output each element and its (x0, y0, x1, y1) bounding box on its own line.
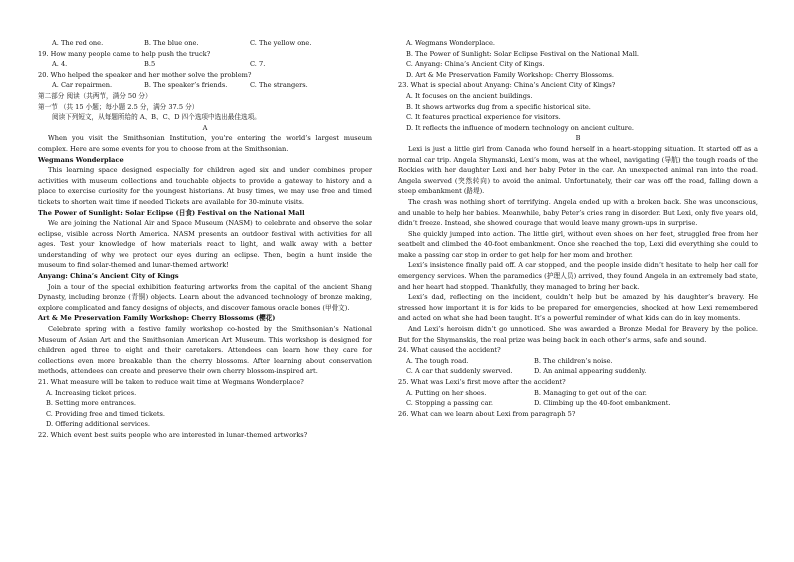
anyang-title: Anyang: China’s Ancient City of Kings (38, 272, 179, 281)
wegmans-text: This learning space designed especially for children aged six and under combines proper activities with museum collections and touchable objects to provide a gateway to history and a place to exercise curiosity for the youngest historians. At busy times, we may use free and timed tickets to shorten wait time if needed Tickets are available for 30-minute visits. (38, 166, 372, 206)
q24-options-row-2 (398, 366, 758, 377)
sunlight-text: We are joining the National Air and Space Museum (NASM) to celebrate and observe the solar eclipse, visible across North America. NASM presents an outdoor festival with activities for all ages. Test your knowledge of how materials react to light, and walk away with a better understanding of why we protect our eyes during an eclipse. Then, begin a hunt inside the museum to find solar-themed and lunar-themed artwork! (38, 219, 372, 270)
q20-option-a: A. Car repairmen. (52, 81, 113, 90)
q19-option-c: C. 7. (250, 60, 266, 69)
q25-options-row-1 (398, 388, 758, 399)
art-text: Celebrate spring with a festive family workshop co-hosted by the Smithsonian’s National Museum of Asian Art and the Smithsonian American Art Museum. This workshop is designed for children aged three to eight and their caretakers. Attendees can learn how they care for collections even more breakable than the cherry blossoms. After learning about conservation methods, attendees can create and preserve their own cherry blossom-inspired art. (38, 325, 372, 376)
q23-option-c: C. It features practical experience for visitors. (406, 113, 561, 122)
q19-option-b: B.5 (144, 60, 156, 69)
q22-option-c: C. Anyang: China’s Ancient City of Kings. (406, 60, 545, 69)
q20-options (38, 80, 372, 91)
left-column (38, 38, 372, 441)
right-column (398, 38, 758, 419)
q21-option-d: D. Offering additional services. (46, 420, 150, 429)
art-title: Art & Me Preservation Family Workshop: Cherry Blossoms (樱花) (38, 314, 276, 323)
q18-option-c: C. The yellow one. (250, 39, 312, 47)
q21-option-a: A. Increasing ticket prices. (46, 388, 137, 397)
q25-option-c: C. Stopping a passing car. (406, 399, 494, 408)
q23-option-d: D. It reflects the influence of modern technology on ancient culture. (406, 123, 634, 132)
q24-option-d: D. An animal appearing suddenly. (534, 367, 647, 376)
q21-option-c: C. Providing free and timed tickets. (46, 409, 165, 418)
wegmans-title: Wegmans Wonderplace (38, 155, 124, 164)
q19-options (38, 59, 372, 70)
q25-option-d: D. Climbing up the 40-foot embankment. (534, 399, 671, 408)
q25-option-b: B. Managing to get out of the car. (534, 388, 647, 397)
passage-b-paragraph-6: And Lexi’s heroism didn’t go unnoticed. She was awarded a Bronze Medal for Bravery by the police. But for the Shymanskis, the real prize was being back in each other’s arms, safe and sound. (398, 325, 758, 344)
q18-option-a: A. The red one. (52, 39, 104, 47)
q24-text: 24. What caused the accident? (398, 346, 501, 355)
q26-text: 26. What can we learn about Lexi from paragraph 5? (398, 409, 576, 418)
passage-a-intro: When you visit the Smithsonian Institution, you’re entering the world’s largest museum complex. Here are some events for you to choose from at the Smithsonian. (38, 134, 372, 153)
q25-text: 25. What was Lexi’s first move after the accident? (398, 378, 566, 386)
q24-option-b: B. The children’s noise. (534, 356, 613, 365)
q24-option-c: C. A car that suddenly swerved. (406, 367, 513, 376)
q21-text: 21. What measure will be taken to reduce wait time at Wegmans Wonderplace? (38, 378, 304, 386)
q24-option-a: A. The tough road. (406, 356, 469, 365)
q22-option-a: A. Wegmans Wonderplace. (406, 39, 495, 47)
passage-b-paragraph-2: The crash was nothing short of terrifying. Angela ended up with a broken back. She was unconscious, and unable to help her babies. Meanwhile, baby Peter’s cries rang in disorder. But Lexi, only five years old, didn’t freeze. Instead, she showed courage that would leave many grown-ups in surprise. (398, 197, 758, 228)
anyang-text: Join a tour of the special exhibition featuring artworks from the capital of the ancient Shang Dynasty, including bronze (青铜) objects. Learn about the advanced technology of bronze making, explore complicated and fancy designs of objects, and discover famous oracle bones (甲骨文). (38, 282, 372, 312)
passage-b-paragraph-4: Lexi’s insistence finally paid off. A car stopped, and the people inside didn’t hesitate to help her call for emergency services. When the paramedics (护理人员) arrived, they found Angela in an extremely bad state, and her heart had stopped. Thankfully, they managed to bring her back. (398, 261, 758, 291)
q23-option-b: B. It shows artworks dug from a specific historical site. (406, 102, 591, 111)
q23-option-a: A. It focuses on the ancient buildings. (406, 91, 533, 100)
section1-title: 第一节 （共 15 小题；每小题 2.5 分，满分 37.5 分） (38, 102, 199, 111)
q19-option-a: A. 4. (52, 60, 68, 69)
q20-option-c: C. The strangers. (250, 81, 308, 90)
passage-b-paragraph-1: Lexi is just a little girl from Canada who found herself in a heart-stopping situation. It started off as a normal car trip. Angela Shymanski, Lexi’s mom, was at the wheel, navigating (导航) the tough roads of the Rockies with her daughter Lexi and her baby Peter in the car. An unexpected animal ran into the road. Angela swerved (突然转向) to avoid the animal. Unfortunately, their car was off the road, falling down a steep embankment (路堤). (398, 144, 758, 196)
q21-option-b: B. Setting more entrances. (46, 399, 137, 408)
passage-b-paragraph-3: She quickly jumped into action. The little girl, without even shoes on her feet, struggled free from her seatbelt and climbed the 40-foot embankment. Once she reached the top, Lexi did everything she could to make a passing car stop in order to get help for her mom and brother. (398, 229, 758, 259)
q23-text: 23. What is special about Anyang: China’s Ancient City of Kings? (398, 81, 616, 90)
q20-option-b: B. The speaker’s friends. (144, 81, 228, 90)
section1-instructions: 阅读下列短文，从每题所给的 A、B、C、D 四个选项中选出最佳选项。 (52, 113, 261, 122)
q18-options (38, 38, 372, 49)
q20-text: 20. Who helped the speaker and her mother solve the problem? (38, 70, 252, 79)
sunlight-title: The Power of Sunlight: Solar Eclipse (日食) Festival on the National Mall (38, 208, 305, 217)
q22-option-b: B. The Power of Sunlight: Solar Eclipse Festival on the National Mall. (406, 49, 640, 58)
passage-b-paragraph-5: Lexi’s dad, reflecting on the incident, couldn’t help but be amazed by his daughter’s bravery. He stressed how important it is for kids to be prepared for emergencies, shocked at how Lexi remembered and acted on what she had been taught. It’s a powerful reminder of what kids can do in key moments. (398, 293, 758, 323)
passage-b-letter: B (575, 134, 581, 143)
q25-option-a: A. Putting on her shoes. (406, 388, 487, 397)
passage-a-letter: A (202, 123, 208, 132)
q18-option-b: B. The blue one. (144, 39, 199, 47)
q22-text: 22. Which event best suits people who are interested in lunar-themed artworks? (38, 430, 308, 439)
q19-text: 19. How many people came to help push the truck? (38, 49, 211, 58)
q24-options-row-1 (398, 356, 758, 367)
q25-options-row-2 (398, 398, 758, 409)
part2-title: 第二部分 阅读（共两节，满分 50 分） (38, 91, 152, 100)
q22-option-d: D. Art & Me Preservation Family Workshop: Cherry Blossoms. (406, 70, 614, 79)
